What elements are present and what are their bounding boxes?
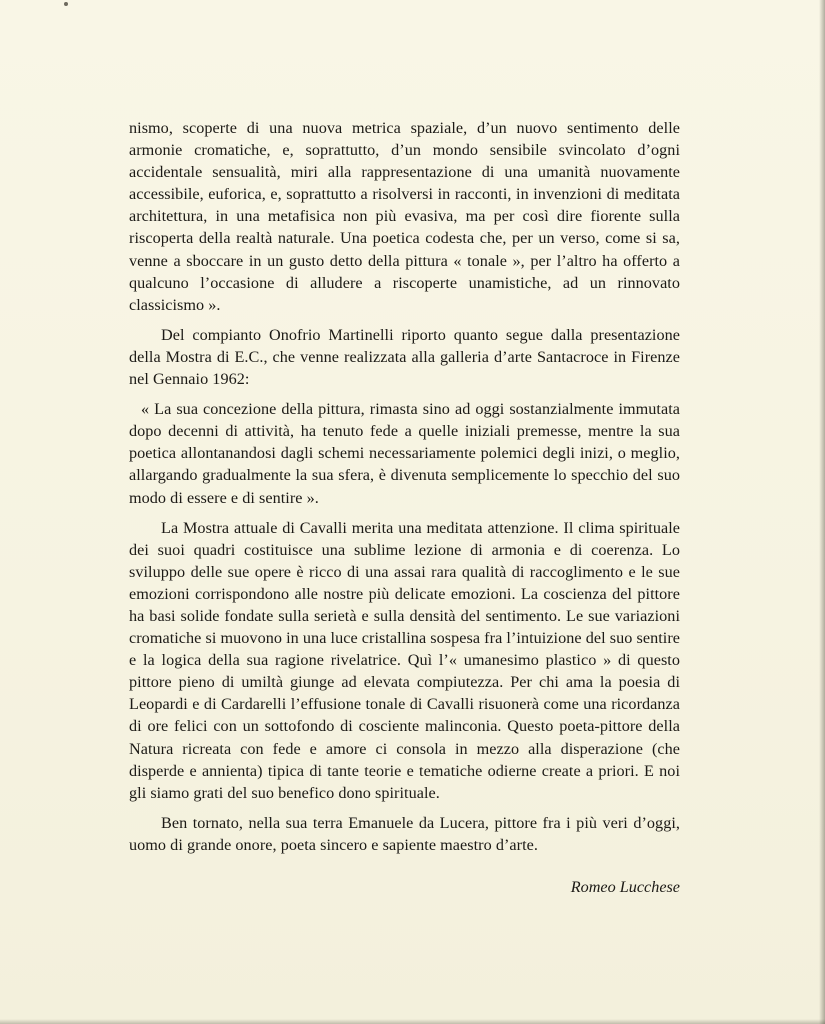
- body-text: [129, 117, 680, 856]
- author-signature: Romeo Lucchese: [570, 878, 680, 896]
- paragraph-martinelli-intro: Del compianto Onofrio Martinelli riporto quanto segue dalla presentazione della Mostra di E.C., che venne realizzata alla galleria d’arte Santacroce in Firenze nel Gennaio 1962:: [129, 325, 680, 389]
- page-edge-shadow-bottom: [0, 1019, 825, 1024]
- scan-speck: [64, 2, 68, 6]
- paragraph-continuation: nismo, scoperte di una nuova metrica spaziale, d’un nuovo sentimento delle armonie cromatiche, e, soprattutto, d’un mondo sensibile svincolato d’ogni accidentale sensualità, miri alla rappresentazione di una umanità nuovamente accessibile, euforica, e, soprattutto a risolversi in racconti, in invenzioni di meditata architettura, in una metafisica non più evasiva, ma per così dire fiorente sulla riscoperta della realtà naturale. Una poetica codesta che, per un verso, come si sa, venne a sboccare in un gusto detto della pittura « tonale », per l’altro ha offerto a qualcuno l’occasione di alludere a riscoperte unamistiche, ad un rinnovato classicismo ».: [129, 119, 680, 314]
- paragraph-closing: Ben tornato, nella sua terra Emanuele da Lucera, pittore fra i più veri d’oggi, uomo di grande onore, poeta sincero e sapiente maestro d’arte.: [129, 813, 680, 854]
- paragraph-exhibition: La Mostra attuale di Cavalli merita una meditata attenzione. Il clima spirituale dei suoi quadri costituisce una sublime lezione di armonia e di coerenza. Lo sviluppo delle sue opere è ricco di una assai rara qualità di raccoglimento e le sue emozioni corrispondono alle nostre più delicate emozioni. La coscienza del pittore ha basi solide fondate sulla serietà e sulla densità del sentimento. Le sue variazioni cromatiche si muovono in una luce cristallina sospesa fra l’intuizione del suo sentire e la logica della sua ragione rivelatrice. Quì l’« umanesimo plastico » di questo pittore pieno di umiltà giunge ad elevata compiutezza. Per chi ama la poesia di Leopardi e di Cardarelli l’effusione tonale di Cavalli risuonerà come una ricordanza di ore felici con un sottofondo di cosciente malinconia. Questo poeta-pittore della Natura ricreata con fede e amore ci consola in mezzo alla disperazione (che disperde e annienta) tipica di tante teorie e tematiche odierne create a priori. E noi gli siamo grati del suo benefico dono spirituale.: [129, 518, 680, 802]
- page-edge-shadow-right: [819, 0, 825, 1024]
- paragraph-quotation: « La sua concezione della pittura, rimasta sino ad oggi sostanzialmente immutata dopo decenni di attività, ha tenuto fede a quelle iniziali premesse, mentre la sua poetica allontanandosi dagli schemi necessariamente polemici degli inizi, o meglio, allargando gradualmente la sua sfera, è divenuta semplicemente lo specchio del suo modo di essere e di sentire ».: [129, 400, 680, 507]
